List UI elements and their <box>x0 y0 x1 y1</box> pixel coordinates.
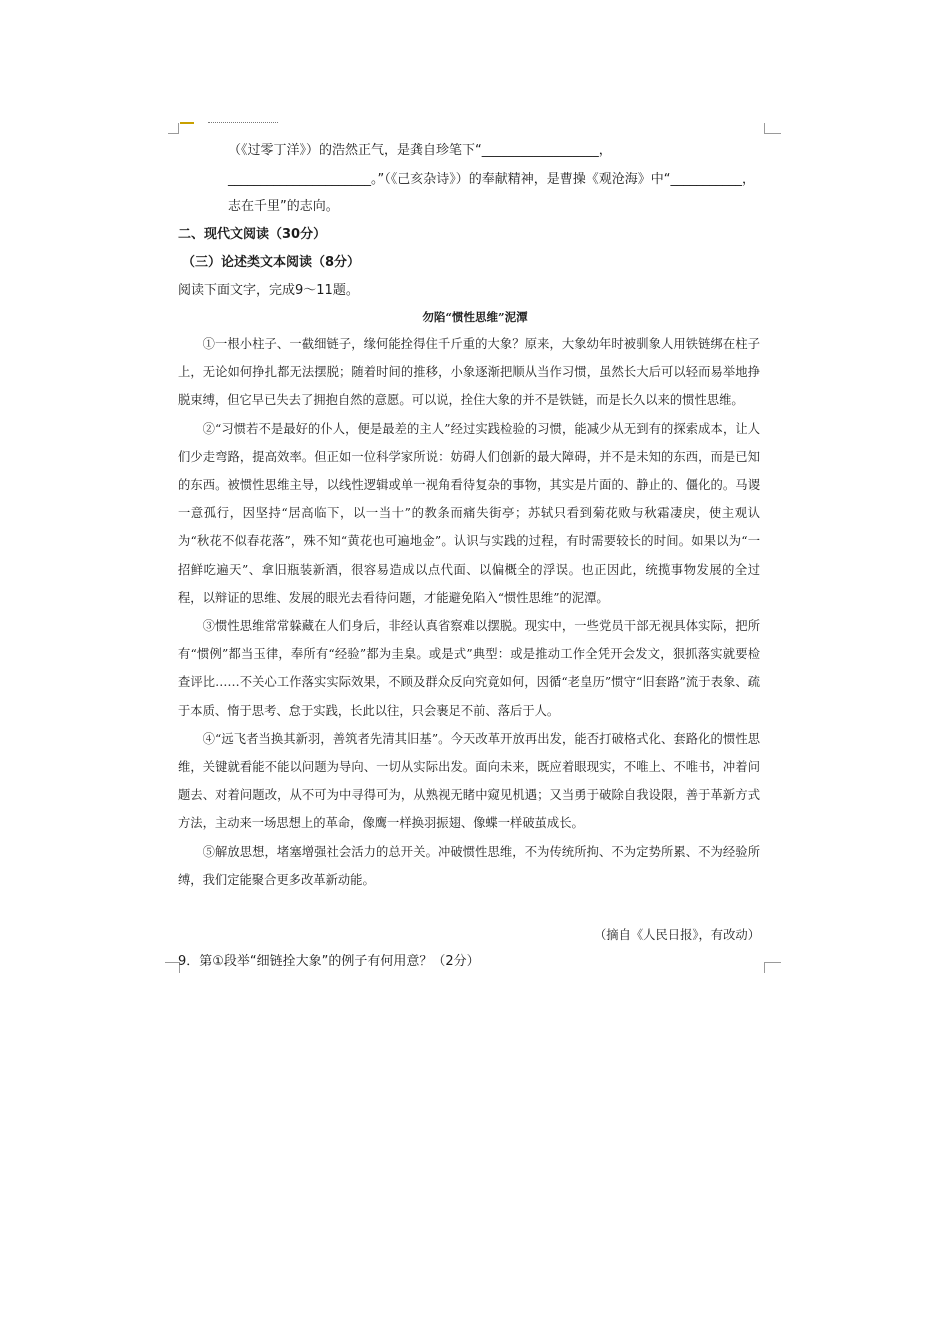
article-title: 勿陷“惯性思维”泥潭 <box>422 310 528 324</box>
section-heading: 二、现代文阅读（30分） <box>178 227 327 242</box>
header-marker <box>180 122 194 124</box>
section-subheading: （三）论述类文本阅读（8分） <box>182 255 361 270</box>
article-paragraph-5: ⑤解放思想，堵塞增强社会活力的总开关。冲破惯性思维，不为传统所拘、不为定势所累、不为经验所缚，我们定能聚合更多改革新动能。 <box>178 844 760 887</box>
article-paragraph-1: ①一根小柱子、一截细链子，缘何能拴得住千斤重的大象？原来，大象幼年时被驯象人用铁链绑在柱子上，无论如何挣扎都无法摆脱；随着时间的推移，小象逐渐把顺从当作习惯，虽然长大后可以轻而易举地挣脱束缚，但它早已失去了拥抱自然的意愿。可以说，拴住大象的并不是铁链，而是长久以来的惯性思维。 <box>178 337 760 408</box>
crop-mark-top-right <box>764 123 781 134</box>
poem-fill-line-3: 志在千里”的志向。 <box>228 199 339 214</box>
article-source: （摘自《人民日报》，有改动） <box>593 928 760 942</box>
header-dotted-rule <box>208 122 278 123</box>
crop-mark-top-left <box>168 123 179 134</box>
article-paragraph-3: ③惯性思维常常躲藏在人们身后，非经认真省察难以摆脱。现实中，一些党员干部无视具体实际，把所有“惯例”都当玉律，奉所有“经验”都为圭臬。或是式”典型：或是推动工作全凭开会发文，狠抓落实就要检查评比……不关心工作落实实际效果，不顾及群众反向究竟如何，因循“老皇历”惯守“旧套路”流于表象、疏于本质、惰于思考、怠于实践，长此以往，只会裹足不前、落后于人。 <box>178 619 760 718</box>
article-paragraph-2: ②“习惯若不是最好的仆人，便是最差的主人”经过实践检验的习惯，能减少从无到有的探索成本，让人们少走弯路，提高效率。但正如一位科学家所说：妨碍人们创新的最大障碍，并不是未知的东西，而是已知的东西。被惯性思维主导，以线性逻辑或单一视角看待复杂的事物，其实是片面的、静止的、僵化的。马谡一意孤行，因坚持“居高临下，以一当十”的教条而痛失街亭；苏轼只看到菊花败与秋霜凄戾，使主观认为“秋花不似春花落”，殊不知“黄花也可遍地金”。认识与实践的过程，有时需要较长的时间。如果以为“一招鲜吃遍天”、拿旧瓶装新酒，很容易造成以点代面、以偏概全的浮误。也正因此，统揽事物发展的全过程，以辩证的思维、发展的眼光去看待问题，才能避免陷入“惯性思维”的泥潭。 <box>178 421 760 605</box>
question-9: 9．第①段举“细链拴大象”的例子有何用意？（2分） <box>178 954 480 969</box>
article-body <box>178 330 760 894</box>
crop-mark-bottom-right <box>764 962 781 973</box>
reading-instruction: 阅读下面文字，完成9～11题。 <box>178 283 359 298</box>
poem-fill-line-2: ______________________。”（《己亥杂诗》）的奉献精神，是曹操《观沧海》中“___________， <box>228 172 755 187</box>
poem-fill-line-1: （《过零丁洋》）的浩然正气，是龚自珍笔下“__________________， <box>228 143 612 158</box>
article-paragraph-4: ④“远飞者当换其新羽，善筑者先清其旧基”。今天改革开放再出发，能否打破格式化、套路化的惯性思维，关键就看能不能以问题为导向、一切从实际出发。面向未来，既应着眼现实，不唯上、不唯书，冲着问题去、对着问题改，从不可为中寻得可为，从熟视无睹中窥见机遇；又当勇于破除自我设限，善于革新方式方法，主动来一场思想上的革命，像鹰一样换羽振翅、像蝶一样破茧成长。 <box>178 731 760 831</box>
